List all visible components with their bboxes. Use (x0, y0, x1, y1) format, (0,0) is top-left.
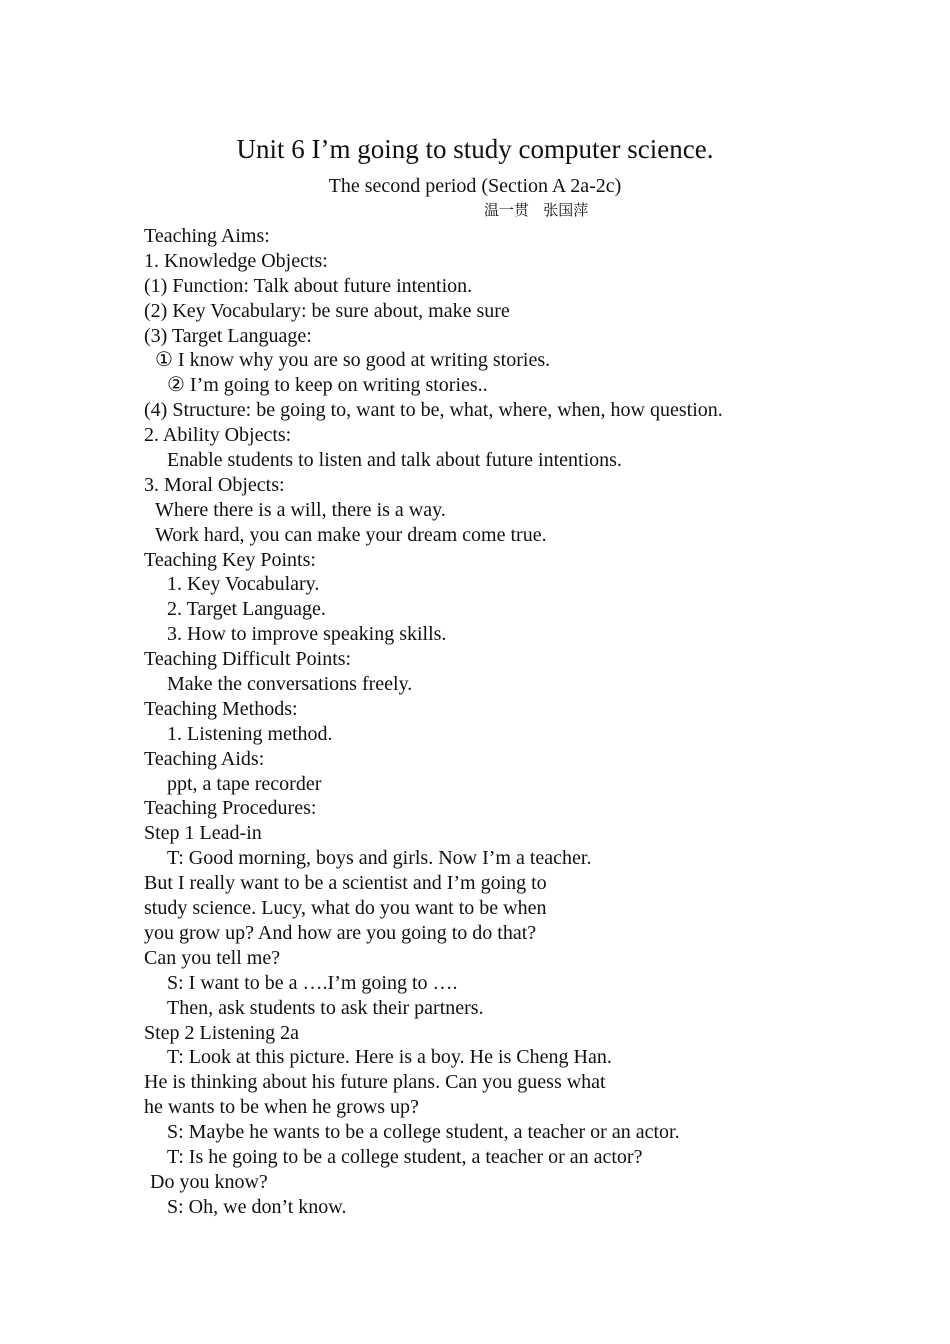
text-line: But I really want to be a scientist and I’m going to (144, 872, 547, 895)
text-line: 1. Listening method. (167, 722, 333, 745)
text-line: Make the conversations freely. (167, 673, 413, 696)
text-line: Enable students to listen and talk about future intentions. (167, 449, 622, 472)
text-line: He is thinking about his future plans. Can you guess what (144, 1071, 606, 1094)
text-line: Where there is a will, there is a way. (155, 498, 446, 521)
text-line: (3) Target Language: (144, 324, 312, 347)
text-line: 1. Key Vocabulary. (167, 573, 320, 596)
heading-moral-objects: 3. Moral Objects: (144, 473, 285, 496)
heading-teaching-methods: Teaching Methods: (144, 697, 298, 720)
text-line: (2) Key Vocabulary: be sure about, make sure (144, 299, 510, 322)
text-line: Work hard, you can make your dream come true. (155, 523, 547, 546)
heading-ability-objects: 2. Ability Objects: (144, 424, 292, 447)
heading-teaching-aids: Teaching Aids: (144, 747, 265, 770)
text-line: study science. Lucy, what do you want to be when (144, 897, 547, 920)
document-subtitle: The second period (Section A 2a-2c) (328, 175, 622, 197)
text-line: Do you know? (150, 1170, 268, 1193)
text-line: ② I’m going to keep on writing stories.. (167, 374, 488, 397)
heading-step-2: Step 2 Listening 2a (144, 1021, 299, 1044)
heading-knowledge-objects: 1. Knowledge Objects: (144, 249, 328, 272)
text-line: T: Good morning, boys and girls. Now I’m a teacher. (167, 847, 592, 870)
text-line: ppt, a tape recorder (167, 772, 322, 795)
text-line: T: Is he going to be a college student, a teacher or an actor? (167, 1145, 643, 1168)
heading-teaching-aims: Teaching Aims: (144, 225, 270, 247)
text-line: ① I know why you are so good at writing stories. (155, 349, 551, 372)
text-line: Then, ask students to ask their partners. (167, 996, 484, 1019)
document-body (144, 224, 844, 1220)
text-line: S: Oh, we don’t know. (167, 1195, 347, 1218)
text-line: you grow up? And how are you going to do that? (144, 921, 537, 944)
text-line: 3. How to improve speaking skills. (167, 623, 447, 646)
heading-key-points: Teaching Key Points: (144, 548, 316, 571)
text-line: (1) Function: Talk about future intention. (144, 274, 473, 297)
text-line: 2. Target Language. (167, 598, 326, 621)
heading-step-1: Step 1 Lead-in (144, 822, 262, 845)
heading-teaching-procedures: Teaching Procedures: (144, 797, 317, 820)
document-title: Unit 6 I’m going to study computer science. (236, 134, 714, 164)
text-line: T: Look at this picture. Here is a boy. He is Cheng Han. (167, 1046, 612, 1069)
text-line: S: Maybe he wants to be a college student, a teacher or an actor. (167, 1121, 680, 1144)
text-line: S: I want to be a ….I’m going to …. (167, 971, 458, 994)
text-line: Can you tell me? (144, 946, 281, 969)
text-line: he wants to be when he grows up? (144, 1096, 419, 1119)
author-names: 温一贯 张国萍 (484, 201, 589, 219)
heading-difficult-points: Teaching Difficult Points: (144, 648, 352, 671)
text-line: (4) Structure: be going to, want to be, what, where, when, how question. (144, 399, 723, 422)
